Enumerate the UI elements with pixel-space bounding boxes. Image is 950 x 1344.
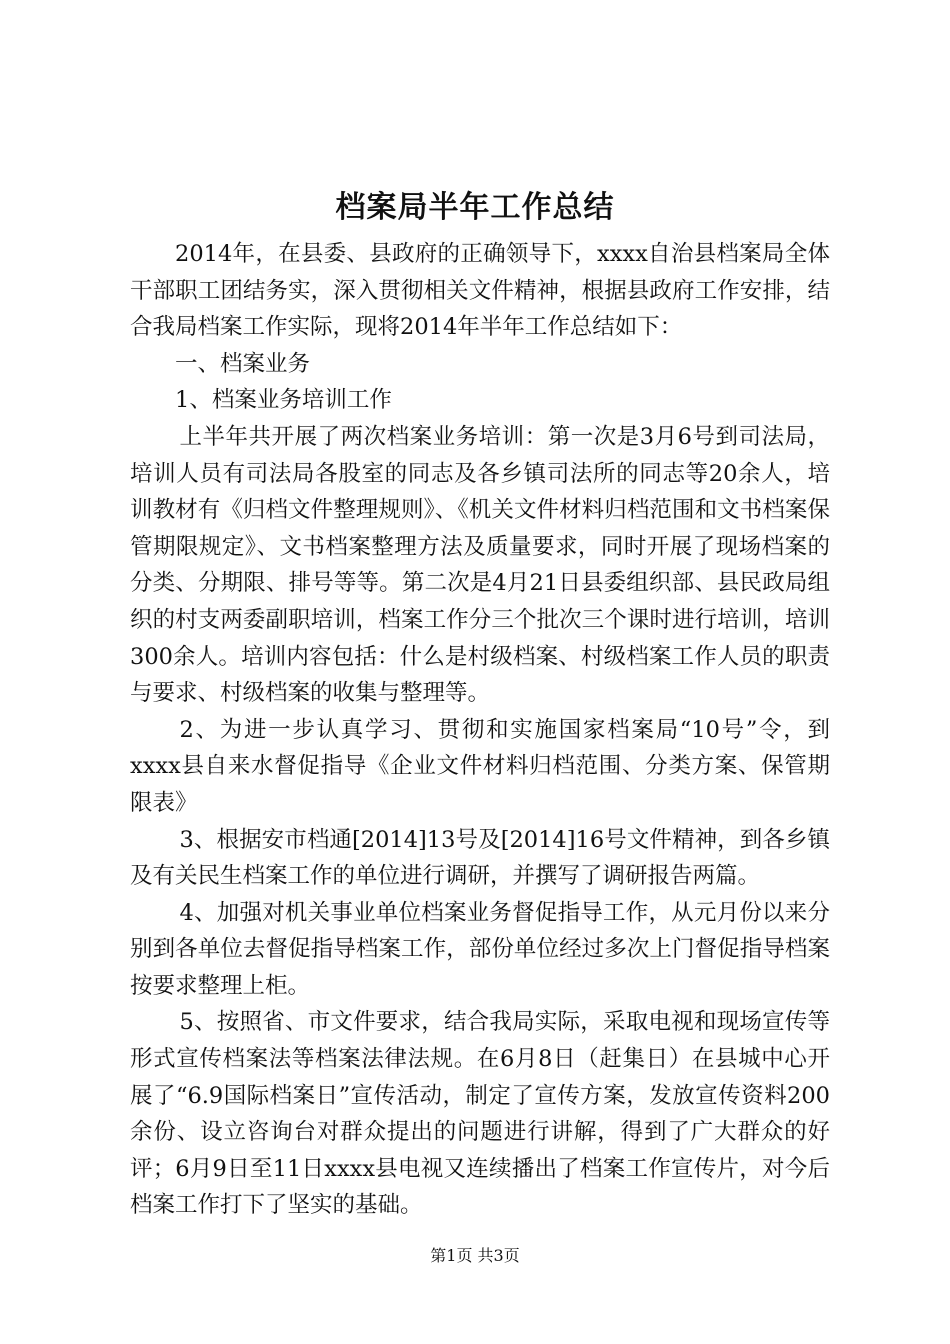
training-paragraph: 上半年共开展了两次档案业务培训：第一次是3月6号到司法局，培训人员有司法局各股室的同志及各乡镇司法所的同志等20余人，培训教材有《归档文件整理规则》、《机关文件材料归档范围和文书档案保管期限规定》、文书档案整理方法及质量要求，同时开展了现场档案的分类、分期限、排号等等。第二次是4月21日县委组织部、县民政局组织的村支两委副职培训，档案工作分三个批次三个课时进行培训，培训300余人。培训内容包括：什么是村级档案、村级档案工作人员的职责与要求、村级档案的收集与整理等。 (130, 423, 830, 707)
document-body (130, 236, 830, 1224)
item-3-paragraph: 3、根据安市档通[2014]13号及[2014]16号文件精神，到各乡镇及有关民生档案工作的单位进行调研，并撰写了调研报告两篇。 (130, 826, 830, 890)
subsection-heading: 1、档案业务培训工作 (175, 387, 392, 414)
page-number-footer: 第1页 共3页 (430, 1246, 520, 1265)
item-5-paragraph: 5、按照省、市文件要求，结合我局实际，采取电视和现场宣传等形式宣传档案法等档案法律法规。在6月8日（赶集日）在县城中心开展了“6.9国际档案日”宣传活动，制定了宣传方案，发放宣传资料200余份、设立咨询台对群众提出的问题进行讲解，得到了广大群众的好评；6月9日至11日xxxx县电视又连续播出了档案工作宣传片，对今后档案工作打下了坚实的基础。 (130, 1009, 830, 1219)
intro-paragraph: 2014年，在县委、县政府的正确领导下，xxxx自治县档案局全体干部职工团结务实，深入贯彻相关文件精神，根据县政府工作安排，结合我局档案工作实际，现将2014年半年工作总结如下： (130, 241, 830, 341)
section-heading: 一、档案业务 (175, 350, 311, 377)
item-2-paragraph: 2、为进一步认真学习、贯彻和实施国家档案局“10号”令，到xxxx县自来水督促指导《企业文件材料归档范围、分类方案、保管期限表》 (130, 716, 830, 816)
document-title: 档案局半年工作总结 (335, 190, 615, 225)
item-4-paragraph: 4、加强对机关事业单位档案业务督促指导工作，从元月份以来分别到各单位去督促指导档案工作，部份单位经过多次上门督促指导档案按要求整理上柜。 (130, 899, 830, 999)
